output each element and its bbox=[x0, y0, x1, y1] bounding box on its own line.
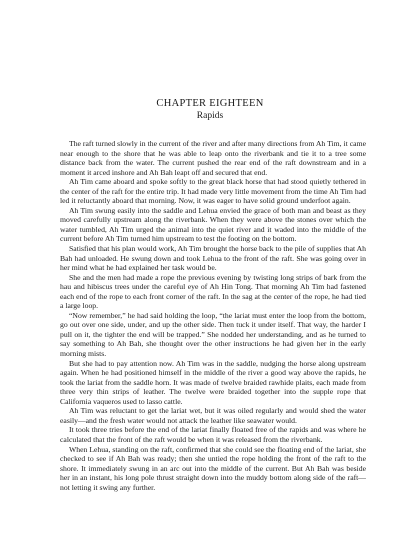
chapter-subtitle: Rapids bbox=[196, 111, 224, 121]
paragraph: It took three tries before the end of the lariat finally floated free of the rapids and was where he calculated that the front of the raft would be when it was released from the riverbank. bbox=[60, 425, 366, 444]
chapter-heading bbox=[0, 98, 420, 122]
paragraph: When Lehua, standing on the raft, confirmed that she could see the floating end of the lariat, she checked to see if Ah Bah was ready; then she untied the rope holding the front of the raft to the shore. It immediately swung in an arc out into the middle of the current. But Ah Bah was beside her in an instant, his long pole thrust straight down into the muddy bottom along side of the raft—not letting it swing any further. bbox=[60, 444, 366, 492]
paragraph: Ah Tim came aboard and spoke softly to the great black horse that had stood quietly tethered in the center of the raft for the entire trip. It had made very little movement from the time Ah Tim had led it reluctantly aboard that morning. Now, it was eager to have solid ground underfoot again. bbox=[60, 177, 366, 206]
paragraph: The raft turned slowly in the current of the river and after many directions from Ah Tim, it came near enough to the shore that he was able to leap onto the riverbank and tie it to a tree some distance back from the water. The current pushed the rear end of the raft downstream and in a moment it arced inshore and Ah Bah leapt off and secured that end. bbox=[60, 139, 366, 177]
paragraph: Ah Tim was reluctant to get the lariat wet, but it was oiled regularly and would shed the water easily—and the fresh water would not attack the leather like seawater would. bbox=[60, 406, 366, 425]
paragraph: Satisfied that his plan would work, Ah Tim brought the horse back to the pile of supplies that Ah Bah had unloaded. He swung down and took Lehua to the front of the raft. She was going over in her mind what he had explained her task would be. bbox=[60, 244, 367, 273]
paragraph: She and the men had made a rope the previous evening by twisting long strips of bark from the hau and hibiscus trees under the careful eye of Ah Hin Tong. That morning Ah Tim had fastened each end of the rope to each front corner of the raft. In the sag at the center of the rope, he had tied a large loop. bbox=[60, 272, 366, 311]
paragraph: Ah Tim swung easily into the saddle and Lehua envied the grace of both man and beast as they moved carefully upstream along the riverbank. When they were above the stones over which the water tumbled, Ah Tim urged the animal into the quiet river and it waded into the middle of the current before Ah Tim turned him upstream to test the footing on the bottom. bbox=[60, 205, 366, 244]
chapter-title: CHAPTER EIGHTEEN bbox=[156, 98, 264, 109]
paragraph: “Now remember,” he had said holding the loop, “the lariat must enter the loop from the bottom, go out over one side, under, and up the other side. Then tuck it under itself. That way, the harder I pull on it, the tighter the end will be trapped.” She nodded her understanding, and as he turned to say something to Ah Bah, she thought over the other instructions he had given her in the early morning mists. bbox=[60, 310, 366, 359]
paragraph: But she had to pay attention now. Ah Tim was in the saddle, nudging the horse along upstream again. When he had positioned himself in the middle of the river a good way above the rapids, he took the lariat from the saddle horn. It was made of twelve braided rawhide plaits, each made from three very thin strips of leather. The twelve were braided together into the supple rope that California vaqueros used to lasso cattle. bbox=[60, 358, 366, 406]
chapter-body bbox=[60, 139, 366, 492]
